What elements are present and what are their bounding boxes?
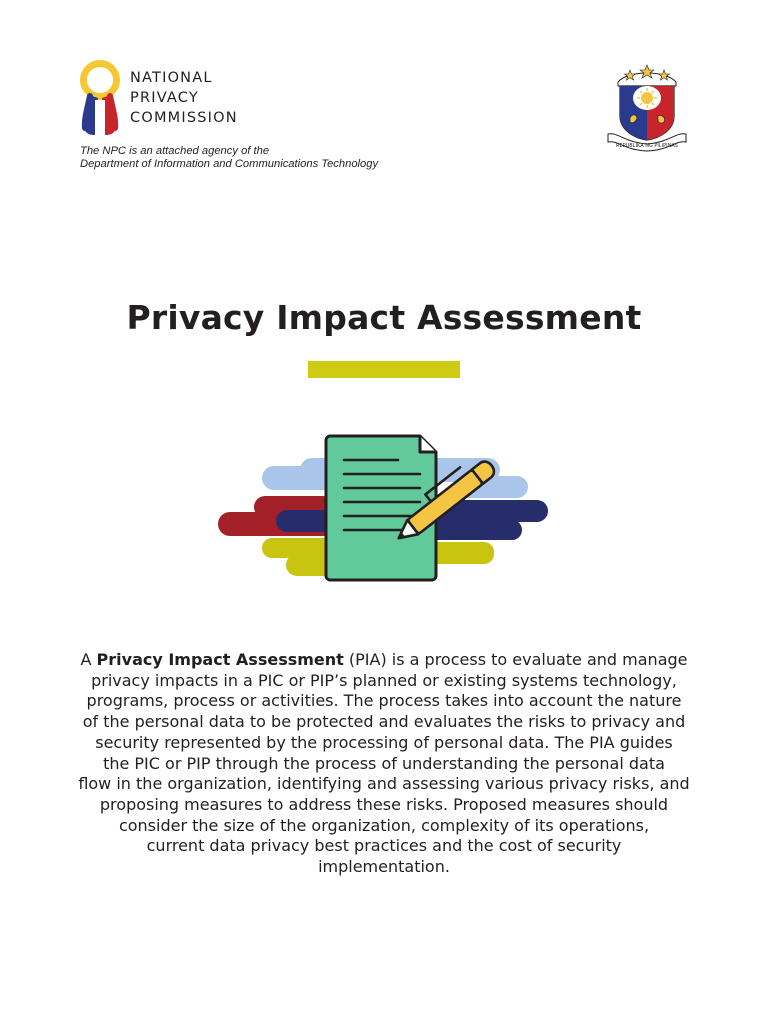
document-pencil-icon xyxy=(216,432,552,584)
tagline-line: The NPC is an attached agency of the xyxy=(80,145,270,157)
paragraph-line: proposing measures to address these risks. Proposed measures should xyxy=(99,794,669,814)
tagline-line: Department of Information and Communications Technology xyxy=(80,158,379,170)
pia-description xyxy=(60,650,708,878)
paragraph-lead: A xyxy=(80,650,92,669)
org-name xyxy=(130,68,238,128)
npc-logo xyxy=(78,60,278,140)
philippine-seal-icon xyxy=(604,60,690,152)
bold-term: Privacy Impact Assessment xyxy=(96,650,344,669)
paragraph-line: privacy impacts in a PIC or PIP’s planned or existing systems technology, xyxy=(91,670,677,690)
title-underline xyxy=(308,361,460,378)
paragraph-line: flow in the organization, identifying and assessing various privacy risks, and xyxy=(78,774,690,794)
agency-tagline xyxy=(80,145,378,171)
org-name-line: COMMISSION xyxy=(130,110,238,126)
org-name-line: PRIVACY xyxy=(130,90,199,106)
paragraph-line: security represented by the processing of personal data. The PIA guides xyxy=(95,732,673,752)
paragraph-line: current data privacy best practices and the cost of security xyxy=(146,836,622,856)
org-name-line: NATIONAL xyxy=(130,70,213,86)
paragraph-line: of the personal data to be protected and evaluates the risks to privacy and xyxy=(82,712,686,732)
paragraph-line: consider the size of the organization, complexity of its operations, xyxy=(118,815,650,835)
paragraph-text: (PIA) is a process to evaluate and manage xyxy=(343,650,688,669)
paragraph-line: the PIC or PIP through the process of understanding the personal data xyxy=(103,753,665,773)
paragraph-line xyxy=(60,650,708,671)
seal-scroll-text: REPUBLIKA NG PILIPINAS xyxy=(616,143,678,149)
paragraph-line: programs, process or activities. The process takes into account the nature xyxy=(86,691,682,711)
page-title: Privacy Impact Assessment xyxy=(126,298,642,337)
npc-logo-icon xyxy=(78,60,122,138)
paragraph-line: implementation. xyxy=(318,857,450,877)
